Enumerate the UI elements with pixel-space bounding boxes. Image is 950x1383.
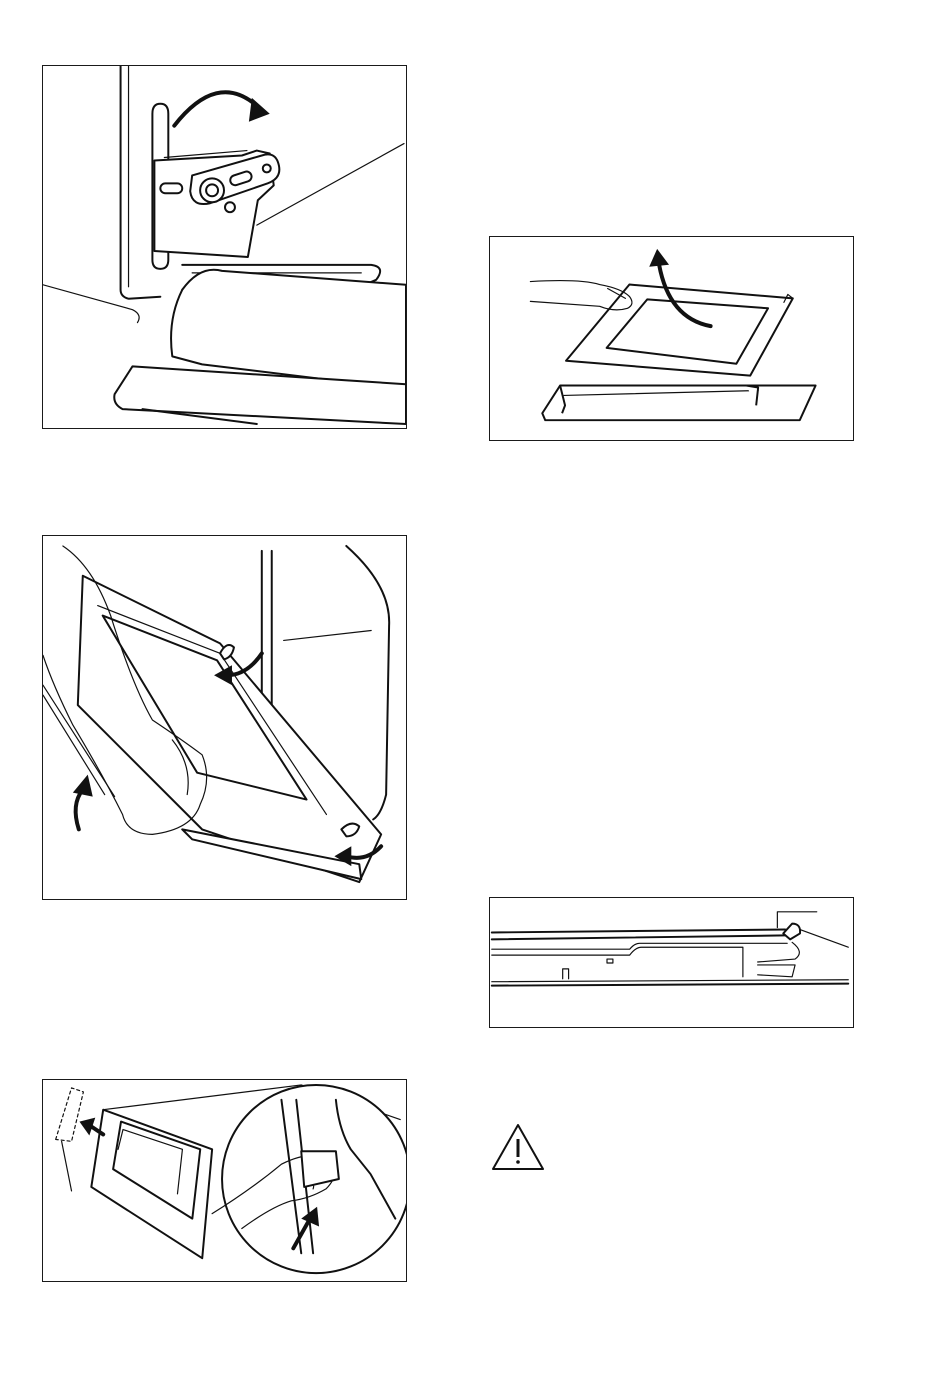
- door-hinge-lever-illustration: [42, 65, 407, 429]
- door-trim-release-illustration: [42, 1079, 407, 1282]
- glass-panel-removal-illustration: [489, 236, 854, 441]
- door-removal-illustration: [42, 535, 407, 900]
- warning-triangle-icon: [490, 1122, 546, 1172]
- panel-edge-cross-section-illustration: [489, 897, 854, 1028]
